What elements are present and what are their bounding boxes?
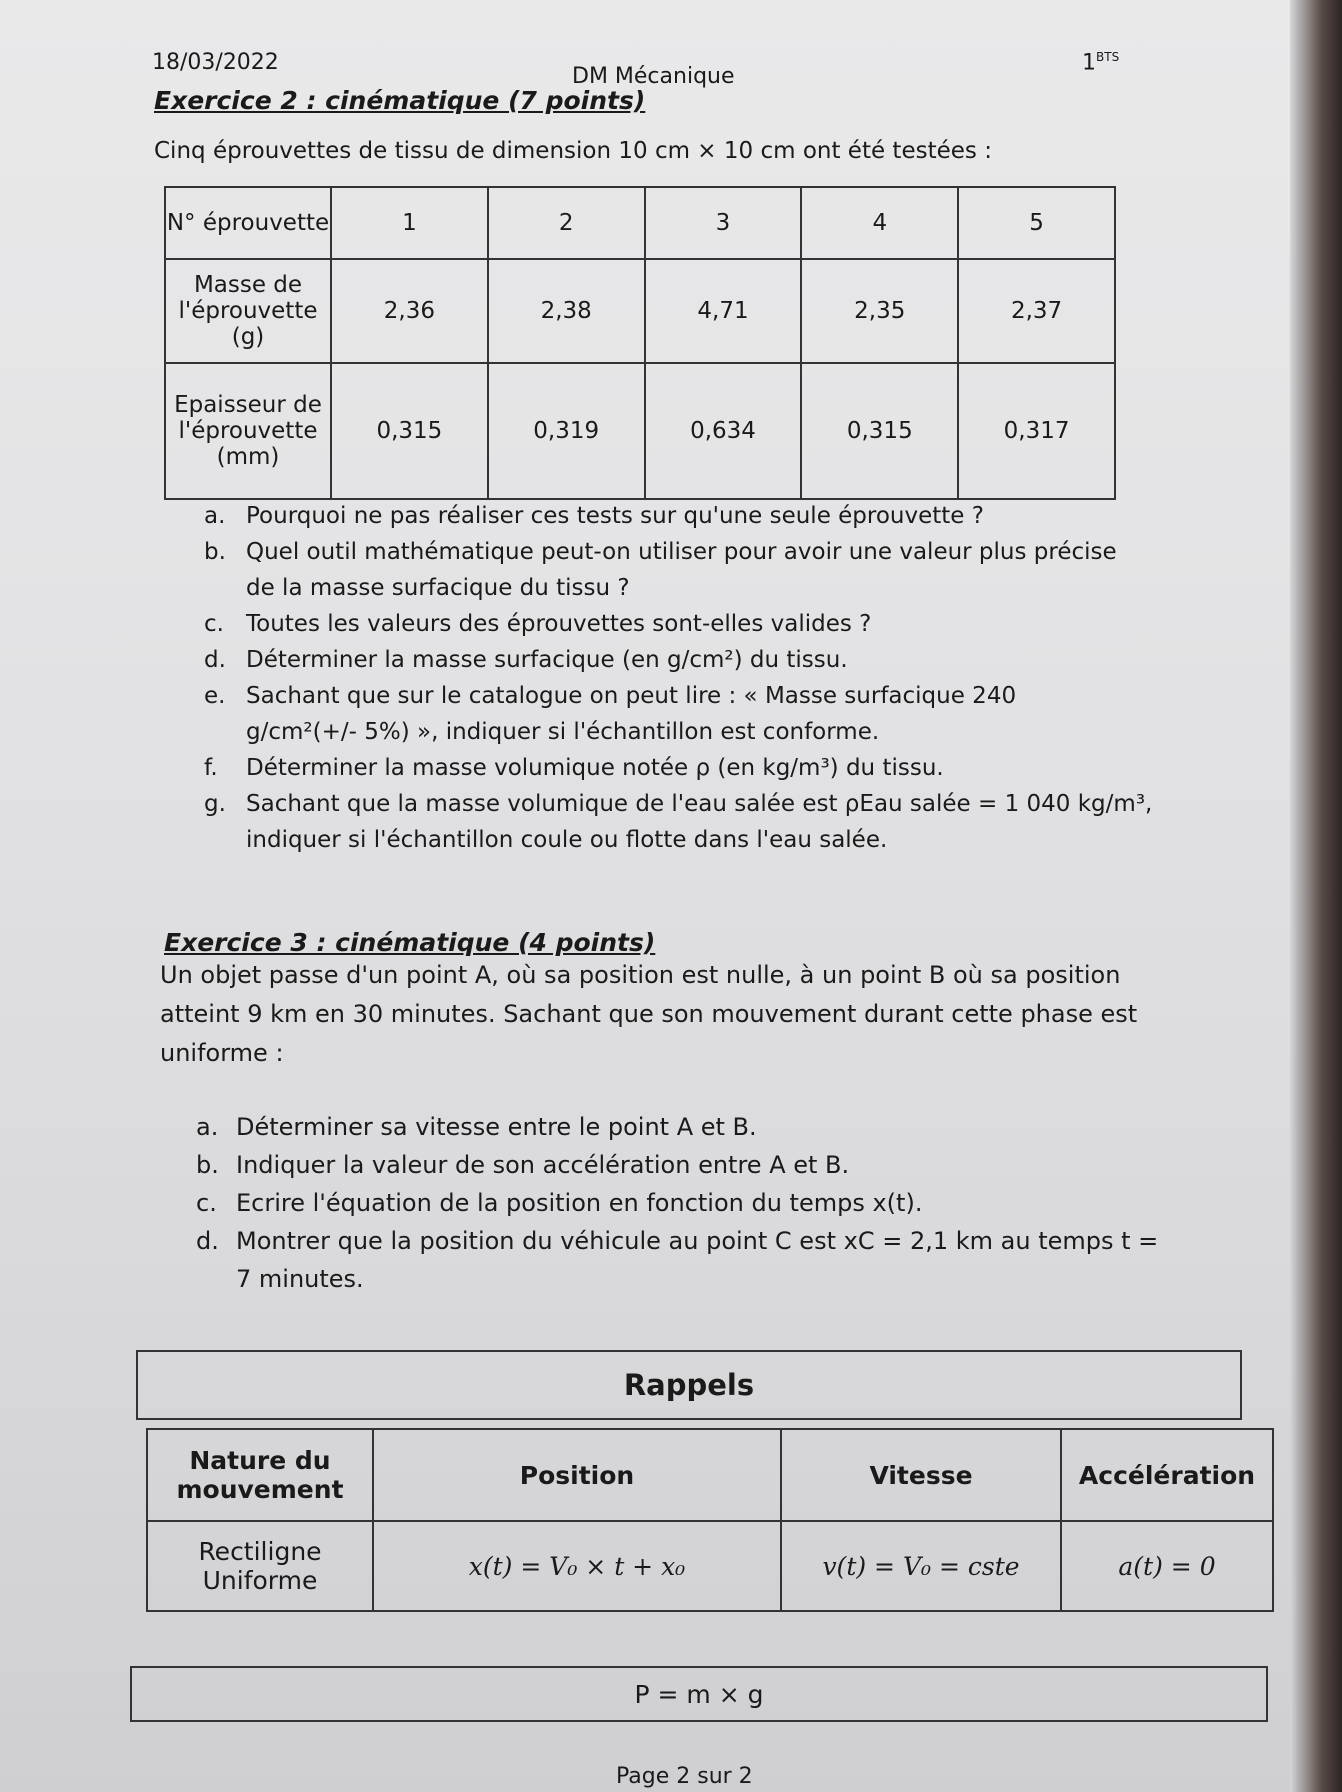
table-cell: 0,315 [801,363,958,499]
table-cell: 4 [801,187,958,259]
header-class: $1^{BTS}$ [1082,50,1120,76]
exercise3-title: Exercice 3 : cinématique (4 points) [164,928,656,957]
table-cell: 2,35 [801,259,958,363]
table-cell: 0,319 [488,363,645,499]
header-subject: DM Mécanique [572,64,735,89]
intro-line: uniforme : [160,1039,284,1067]
question-d: d. Montrer que la position du véhicule au point C est xC = 2,1 km au temps t = [196,1227,1159,1255]
weight-formula: P = m × g [130,1666,1268,1722]
intro-line: atteint 9 km en 30 minutes. Sachant que son mouvement durant cette phase est [160,1000,1138,1028]
table-cell: 0,317 [958,363,1115,499]
exercise2-title: Exercice 2 : cinématique (7 points) [154,86,646,115]
header-acceleration: Accélération [1061,1429,1273,1521]
question-a: a. Pourquoi ne pas réaliser ces tests sur qu'une seule éprouvette ? [204,503,984,529]
header-nature: Nature du mouvement [147,1429,373,1521]
table-cell: 2,38 [488,259,645,363]
header-vitesse: Vitesse [781,1429,1061,1521]
table-cell: 2,37 [958,259,1115,363]
question-b: b. Indiquer la valeur de son accélération entre A et B. [196,1151,850,1179]
table-row [165,363,1115,499]
header-position: Position [373,1429,781,1521]
table-cell: 2 [488,187,645,259]
row-header-number: N° éprouvette [165,187,331,259]
table-cell: 4,71 [645,259,802,363]
question-e-cont: g/cm²(+/- 5%) », indiquer si l'échantillon est conforme. [246,719,880,745]
intro-line: Un objet passe d'un point A, où sa position est nulle, à un point B où sa position [160,961,1121,989]
rappels-title: Rappels [136,1350,1242,1420]
cell-acceleration-formula: a(t) = 0 [1061,1521,1273,1611]
rappels-table [146,1428,1274,1612]
table-cell: 2,36 [331,259,488,363]
question-a: a. Déterminer sa vitesse entre le point A et B. [196,1113,757,1141]
table-row [147,1429,1273,1521]
specimen-table [164,186,1116,500]
question-c: c. Toutes les valeurs des éprouvettes sont-elles valides ? [204,611,872,637]
exercise2-intro: Cinq éprouvettes de tissu de dimension 10 cm × 10 cm ont été testées : [154,138,992,164]
table-row [165,187,1115,259]
question-d-cont: 7 minutes. [236,1265,364,1293]
table-row [147,1521,1273,1611]
question-d: d. Déterminer la masse surfacique (en g/cm²) du tissu. [204,647,848,673]
header-date: 18/03/2022 [152,50,279,75]
question-f: f. Déterminer la masse volumique notée ρ (en kg/m³) du tissu. [204,755,944,781]
question-b-cont: de la masse surfacique du tissu ? [246,575,630,601]
cell-position-formula: x(t) = V₀ × t + x₀ [373,1521,781,1611]
table-cell: 3 [645,187,802,259]
table-cell: 5 [958,187,1115,259]
question-g: g. Sachant que la masse volumique de l'eau salée est ρEau salée = 1 040 kg/m³, [204,791,1153,817]
page-footer: Page 2 sur 2 [616,1764,753,1789]
table-row [165,259,1115,363]
row-header-thickness: Epaisseur de l'éprouvette (mm) [165,363,331,499]
question-g-cont: indiquer si l'échantillon coule ou flotte dans l'eau salée. [246,827,888,853]
exercise3-intro [160,956,1137,1073]
cell-nature: Rectiligne Uniforme [147,1521,373,1611]
table-cell: 0,315 [331,363,488,499]
cell-vitesse-formula: v(t) = V₀ = cste [781,1521,1061,1611]
exercise3-questions [196,1108,1196,1298]
row-header-mass: Masse de l'éprouvette (g) [165,259,331,363]
exercise2-questions [204,498,1164,858]
question-b: b. Quel outil mathématique peut-on utiliser pour avoir une valeur plus précise [204,539,1117,565]
page-edge-shadow [1290,0,1342,1792]
table-cell: 0,634 [645,363,802,499]
question-e: e. Sachant que sur le catalogue on peut lire : « Masse surfacique 240 [204,683,1017,709]
question-c: c. Ecrire l'équation de la position en fonction du temps x(t). [196,1189,923,1217]
table-cell: 1 [331,187,488,259]
